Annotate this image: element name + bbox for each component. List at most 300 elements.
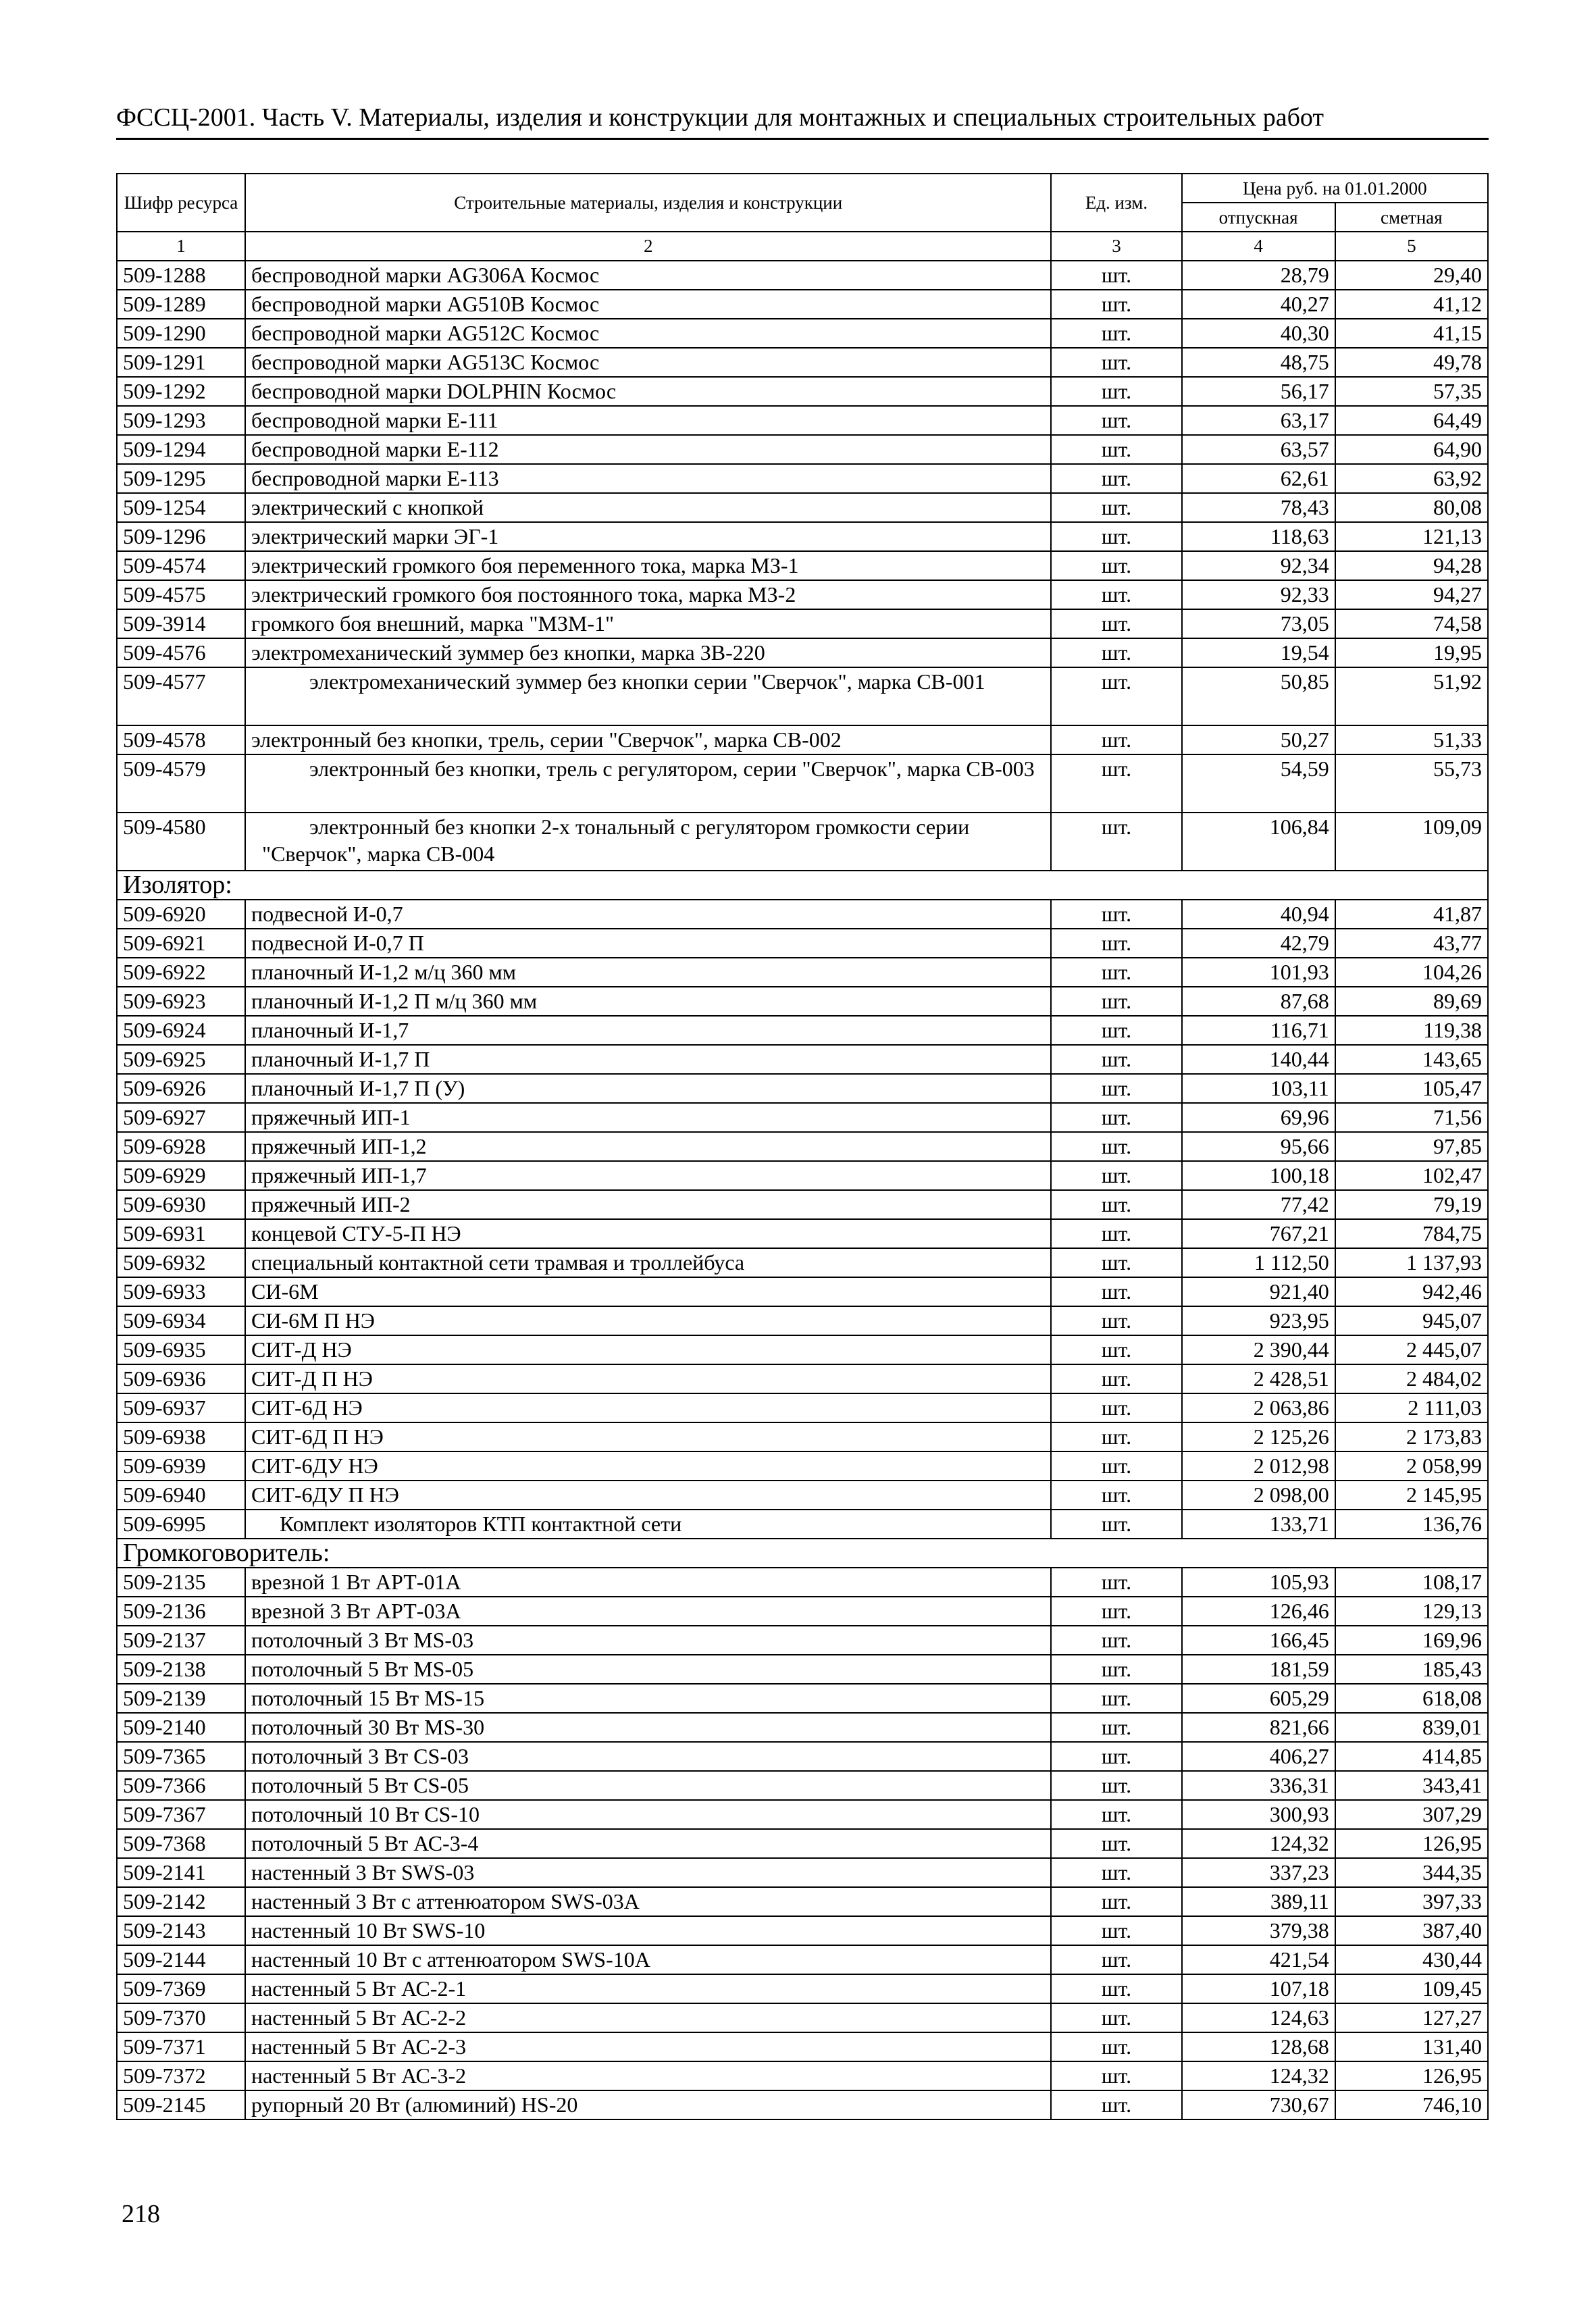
price-release: 105,93 [1182, 1568, 1335, 1597]
material-name: специальный контактной сети трамвая и троллейбуса [245, 1248, 1051, 1277]
unit-cell: шт. [1051, 1655, 1181, 1684]
price-estimate: 131,40 [1335, 2032, 1488, 2061]
price-estimate: 109,45 [1335, 1974, 1488, 2003]
price-release: 106,84 [1182, 813, 1335, 871]
resource-code: 509-1289 [117, 290, 245, 319]
price-release: 40,27 [1182, 290, 1335, 319]
resource-code: 509-6938 [117, 1422, 245, 1451]
unit-cell: шт. [1051, 493, 1181, 522]
price-estimate: 126,95 [1335, 1829, 1488, 1858]
price-estimate: 121,13 [1335, 522, 1488, 551]
resource-code: 509-7372 [117, 2061, 245, 2090]
unit-cell: шт. [1051, 464, 1181, 493]
material-name: настенный 5 Вт АС-3-2 [245, 2061, 1051, 2090]
table-row [117, 1916, 1488, 1945]
resource-code: 509-4574 [117, 551, 245, 580]
material-name: врезной 1 Вт АРТ-01А [245, 1568, 1051, 1597]
table-row [117, 667, 1488, 725]
unit-cell: шт. [1051, 900, 1181, 929]
resource-code: 509-6939 [117, 1451, 245, 1481]
resource-code: 509-1288 [117, 261, 245, 290]
column-number: 2 [245, 232, 1051, 261]
resource-code: 509-1294 [117, 435, 245, 464]
unit-cell: шт. [1051, 609, 1181, 638]
table-row [117, 1568, 1488, 1597]
resource-code: 509-6933 [117, 1277, 245, 1306]
resource-code: 509-2138 [117, 1655, 245, 1684]
table-row [117, 1887, 1488, 1916]
material-name: настенный 10 Вт SWS-10 [245, 1916, 1051, 1945]
unit-cell: шт. [1051, 2032, 1181, 2061]
resource-code: 509-2136 [117, 1597, 245, 1626]
table-row [117, 609, 1488, 638]
table-row [117, 1190, 1488, 1219]
unit-cell: шт. [1051, 290, 1181, 319]
price-release: 78,43 [1182, 493, 1335, 522]
price-estimate: 29,40 [1335, 261, 1488, 290]
resource-code: 509-6932 [117, 1248, 245, 1277]
column-number: 4 [1182, 232, 1335, 261]
table-row [117, 493, 1488, 522]
table-row [117, 580, 1488, 609]
table-row [117, 1858, 1488, 1887]
unit-cell: шт. [1051, 813, 1181, 871]
material-name: электромеханический зуммер без кнопки, марка ЗВ-220 [245, 638, 1051, 667]
table-head [117, 174, 1488, 261]
unit-cell: шт. [1051, 1916, 1181, 1945]
price-release: 2 125,26 [1182, 1422, 1335, 1451]
price-estimate: 430,44 [1335, 1945, 1488, 1974]
table-row [117, 261, 1488, 290]
material-name: настенный 3 Вт SWS-03 [245, 1858, 1051, 1887]
price-estimate: 41,12 [1335, 290, 1488, 319]
table-row [117, 348, 1488, 377]
price-release: 379,38 [1182, 1916, 1335, 1945]
unit-cell: шт. [1051, 2003, 1181, 2032]
table-row [117, 1103, 1488, 1132]
material-name: СИТ-Д П НЭ [245, 1364, 1051, 1393]
table-row [117, 1393, 1488, 1422]
unit-cell: шт. [1051, 667, 1181, 725]
table-row [117, 1422, 1488, 1451]
material-name: электронный без кнопки, трель с регулятором, серии "Сверчок", марка СВ-003 [245, 754, 1051, 813]
material-name: потолочный 3 Вт MS-03 [245, 1626, 1051, 1655]
table-row [117, 1742, 1488, 1771]
table-row [117, 2061, 1488, 2090]
unit-cell: шт. [1051, 1945, 1181, 1974]
price-release: 40,30 [1182, 319, 1335, 348]
material-name: настенный 5 Вт АС-2-2 [245, 2003, 1051, 2032]
material-name: электрический громкого боя постоянного тока, марка МЗ-2 [245, 580, 1051, 609]
unit-cell: шт. [1051, 1568, 1181, 1597]
price-release: 107,18 [1182, 1974, 1335, 2003]
resource-code: 509-7368 [117, 1829, 245, 1858]
price-estimate: 79,19 [1335, 1190, 1488, 1219]
unit-cell: шт. [1051, 958, 1181, 987]
table-row [117, 406, 1488, 435]
material-name: электромеханический зуммер без кнопки серии "Сверчок", марка СВ-001 [245, 667, 1051, 725]
price-release: 126,46 [1182, 1597, 1335, 1626]
unit-cell: шт. [1051, 929, 1181, 958]
price-release: 42,79 [1182, 929, 1335, 958]
unit-cell: шт. [1051, 522, 1181, 551]
price-release: 63,17 [1182, 406, 1335, 435]
resource-code: 509-3914 [117, 609, 245, 638]
price-estimate: 2 445,07 [1335, 1335, 1488, 1364]
table-row [117, 1684, 1488, 1713]
price-estimate: 64,90 [1335, 435, 1488, 464]
material-name: электрический марки ЭГ-1 [245, 522, 1051, 551]
material-name: потолочный 5 Вт MS-05 [245, 1655, 1051, 1684]
unit-cell: шт. [1051, 1364, 1181, 1393]
table-row [117, 1481, 1488, 1510]
price-estimate: 57,35 [1335, 377, 1488, 406]
table-row [117, 1306, 1488, 1335]
price-release: 95,66 [1182, 1132, 1335, 1161]
resource-code: 509-2144 [117, 1945, 245, 1974]
material-name: потолочный 5 Вт CS-05 [245, 1771, 1051, 1800]
price-release: 92,33 [1182, 580, 1335, 609]
material-name: настенный 5 Вт АС-2-1 [245, 1974, 1051, 2003]
table-row [117, 929, 1488, 958]
price-release: 19,54 [1182, 638, 1335, 667]
price-table [116, 173, 1489, 2120]
resource-code: 509-7371 [117, 2032, 245, 2061]
price-release: 103,11 [1182, 1074, 1335, 1103]
price-estimate: 109,09 [1335, 813, 1488, 871]
price-estimate: 618,08 [1335, 1684, 1488, 1713]
material-name: концевой СТУ-5-П НЭ [245, 1219, 1051, 1248]
table-row [117, 725, 1488, 754]
material-name: СИТ-Д НЭ [245, 1335, 1051, 1364]
price-estimate: 307,29 [1335, 1800, 1488, 1829]
price-estimate: 136,76 [1335, 1510, 1488, 1539]
table-row [117, 2003, 1488, 2032]
price-release: 124,32 [1182, 2061, 1335, 2090]
price-release: 56,17 [1182, 377, 1335, 406]
material-name: СИТ-6Д П НЭ [245, 1422, 1051, 1451]
unit-cell: шт. [1051, 2061, 1181, 2090]
price-release: 77,42 [1182, 1190, 1335, 1219]
resource-code: 509-1296 [117, 522, 245, 551]
resource-code: 509-7369 [117, 1974, 245, 2003]
unit-cell: шт. [1051, 1481, 1181, 1510]
price-estimate: 43,77 [1335, 929, 1488, 958]
header-price: Цена руб. на 01.01.2000 [1182, 174, 1489, 203]
table-row [117, 754, 1488, 813]
resource-code: 509-6920 [117, 900, 245, 929]
price-estimate: 51,92 [1335, 667, 1488, 725]
unit-cell: шт. [1051, 1306, 1181, 1335]
unit-cell: шт. [1051, 754, 1181, 813]
resource-code: 509-4578 [117, 725, 245, 754]
price-estimate: 63,92 [1335, 464, 1488, 493]
unit-cell: шт. [1051, 1219, 1181, 1248]
table-row [117, 1771, 1488, 1800]
table-row [117, 813, 1488, 871]
price-release: 605,29 [1182, 1684, 1335, 1713]
resource-code: 509-4580 [117, 813, 245, 871]
material-name: планочный И-1,7 П [245, 1045, 1051, 1074]
table-row [117, 2090, 1488, 2119]
resource-code: 509-4577 [117, 667, 245, 725]
resource-code: 509-2140 [117, 1713, 245, 1742]
unit-cell: шт. [1051, 1829, 1181, 1858]
unit-cell: шт. [1051, 1248, 1181, 1277]
price-estimate: 97,85 [1335, 1132, 1488, 1161]
resource-code: 509-6935 [117, 1335, 245, 1364]
resource-code: 509-6934 [117, 1306, 245, 1335]
price-estimate: 41,15 [1335, 319, 1488, 348]
resource-code: 509-2143 [117, 1916, 245, 1945]
price-estimate: 105,47 [1335, 1074, 1488, 1103]
section-row [117, 1539, 1488, 1568]
material-name: электронный без кнопки, трель, серии "Сверчок", марка СВ-002 [245, 725, 1051, 754]
material-name: потолочный 3 Вт CS-03 [245, 1742, 1051, 1771]
header-code: Шифр ресурса [117, 174, 245, 232]
material-name: электронный без кнопки 2-х тональный с регулятором громкости серии "Сверчок", марка СВ-004 [245, 813, 1051, 871]
price-estimate: 169,96 [1335, 1626, 1488, 1655]
resource-code: 509-6936 [117, 1364, 245, 1393]
resource-code: 509-4575 [117, 580, 245, 609]
material-name: потолочный 30 Вт MS-30 [245, 1713, 1051, 1742]
material-name: настенный 5 Вт АС-2-3 [245, 2032, 1051, 2061]
unit-cell: шт. [1051, 377, 1181, 406]
resource-code: 509-6924 [117, 1016, 245, 1045]
price-release: 2 428,51 [1182, 1364, 1335, 1393]
price-release: 40,94 [1182, 900, 1335, 929]
table-row [117, 1597, 1488, 1626]
header-unit: Ед. изм. [1051, 174, 1181, 232]
price-release: 300,93 [1182, 1800, 1335, 1829]
resource-code: 509-1293 [117, 406, 245, 435]
price-estimate: 942,46 [1335, 1277, 1488, 1306]
material-name: рупорный 20 Вт (алюминий) HS-20 [245, 2090, 1051, 2119]
resource-code: 509-6928 [117, 1132, 245, 1161]
price-release: 336,31 [1182, 1771, 1335, 1800]
price-estimate: 2 058,99 [1335, 1451, 1488, 1481]
material-name: СИ-6М [245, 1277, 1051, 1306]
resource-code: 509-6931 [117, 1219, 245, 1248]
price-estimate: 102,47 [1335, 1161, 1488, 1190]
material-name: электрический с кнопкой [245, 493, 1051, 522]
price-release: 821,66 [1182, 1713, 1335, 1742]
price-release: 48,75 [1182, 348, 1335, 377]
price-release: 101,93 [1182, 958, 1335, 987]
unit-cell: шт. [1051, 1713, 1181, 1742]
unit-cell: шт. [1051, 580, 1181, 609]
table-row [117, 1074, 1488, 1103]
table-row [117, 464, 1488, 493]
table-row [117, 319, 1488, 348]
price-estimate: 2 484,02 [1335, 1364, 1488, 1393]
material-name: пряжечный ИП-1,2 [245, 1132, 1051, 1161]
table-body [117, 261, 1488, 2119]
material-name: беспроводной марки AG510B Космос [245, 290, 1051, 319]
resource-code: 509-2142 [117, 1887, 245, 1916]
material-name: Комплект изоляторов КТП контактной сети [245, 1510, 1051, 1539]
header-name: Строительные материалы, изделия и конструкции [245, 174, 1051, 232]
table-row [117, 1974, 1488, 2003]
price-estimate: 2 111,03 [1335, 1393, 1488, 1422]
table-row [117, 1277, 1488, 1306]
price-estimate: 414,85 [1335, 1742, 1488, 1771]
price-estimate: 344,35 [1335, 1858, 1488, 1887]
table-row [117, 1364, 1488, 1393]
price-estimate: 1 137,93 [1335, 1248, 1488, 1277]
table-row [117, 435, 1488, 464]
unit-cell: шт. [1051, 1626, 1181, 1655]
resource-code: 509-6923 [117, 987, 245, 1016]
material-name: планочный И-1,2 м/ц 360 мм [245, 958, 1051, 987]
price-release: 2 390,44 [1182, 1335, 1335, 1364]
resource-code: 509-6927 [117, 1103, 245, 1132]
unit-cell: шт. [1051, 1103, 1181, 1132]
page-number: 218 [122, 2200, 160, 2228]
unit-cell: шт. [1051, 1800, 1181, 1829]
table-row [117, 987, 1488, 1016]
resource-code: 509-2139 [117, 1684, 245, 1713]
price-estimate: 126,95 [1335, 2061, 1488, 2090]
table-row [117, 1248, 1488, 1277]
unit-cell: шт. [1051, 1974, 1181, 2003]
material-name: беспроводной марки Е-111 [245, 406, 1051, 435]
unit-cell: шт. [1051, 1451, 1181, 1481]
price-estimate: 2 173,83 [1335, 1422, 1488, 1451]
unit-cell: шт. [1051, 1074, 1181, 1103]
material-name: планочный И-1,7 [245, 1016, 1051, 1045]
material-name: беспроводной марки AG512C Космос [245, 319, 1051, 348]
price-release: 62,61 [1182, 464, 1335, 493]
price-release: 921,40 [1182, 1277, 1335, 1306]
table-row [117, 1655, 1488, 1684]
table-row [117, 1161, 1488, 1190]
price-release: 92,34 [1182, 551, 1335, 580]
material-name: потолочный 15 Вт MS-15 [245, 1684, 1051, 1713]
material-name: беспроводной марки Е-113 [245, 464, 1051, 493]
price-estimate: 49,78 [1335, 348, 1488, 377]
material-name: настенный 10 Вт с аттенюатором SWS-10A [245, 1945, 1051, 1974]
price-estimate: 839,01 [1335, 1713, 1488, 1742]
price-release: 133,71 [1182, 1510, 1335, 1539]
price-release: 337,23 [1182, 1858, 1335, 1887]
price-release: 2 098,00 [1182, 1481, 1335, 1510]
unit-cell: шт. [1051, 1190, 1181, 1219]
price-release: 730,67 [1182, 2090, 1335, 2119]
material-name: потолочный 10 Вт CS-10 [245, 1800, 1051, 1829]
material-name: пряжечный ИП-1 [245, 1103, 1051, 1132]
section-title: Громкоговоритель: [117, 1539, 1488, 1568]
price-release: 50,85 [1182, 667, 1335, 725]
price-estimate: 94,27 [1335, 580, 1488, 609]
table-row [117, 1335, 1488, 1364]
unit-cell: шт. [1051, 1335, 1181, 1364]
material-name: СИ-6М П НЭ [245, 1306, 1051, 1335]
unit-cell: шт. [1051, 435, 1181, 464]
resource-code: 509-2145 [117, 2090, 245, 2119]
unit-cell: шт. [1051, 1161, 1181, 1190]
table-row [117, 1829, 1488, 1858]
unit-cell: шт. [1051, 1422, 1181, 1451]
table-row [117, 1626, 1488, 1655]
material-name: СИТ-6ДУ НЭ [245, 1451, 1051, 1481]
price-estimate: 143,65 [1335, 1045, 1488, 1074]
price-release: 923,95 [1182, 1306, 1335, 1335]
resource-code: 509-1291 [117, 348, 245, 377]
table-row [117, 522, 1488, 551]
price-estimate: 2 145,95 [1335, 1481, 1488, 1510]
material-name: настенный 3 Вт с аттенюатором SWS-03A [245, 1887, 1051, 1916]
unit-cell: шт. [1051, 725, 1181, 754]
price-estimate: 104,26 [1335, 958, 1488, 987]
material-name: потолочный 5 Вт АС-3-4 [245, 1829, 1051, 1858]
price-release: 87,68 [1182, 987, 1335, 1016]
unit-cell: шт. [1051, 551, 1181, 580]
price-release: 140,44 [1182, 1045, 1335, 1074]
unit-cell: шт. [1051, 1684, 1181, 1713]
table-row [117, 1132, 1488, 1161]
material-name: подвесной И-0,7 [245, 900, 1051, 929]
price-release: 406,27 [1182, 1742, 1335, 1771]
material-name: громкого боя внешний, марка "МЗМ-1" [245, 609, 1051, 638]
unit-cell: шт. [1051, 1742, 1181, 1771]
section-title: Изолятор: [117, 871, 1488, 900]
column-number: 3 [1051, 232, 1181, 261]
unit-cell: шт. [1051, 1771, 1181, 1800]
material-name: врезной 3 Вт АРТ-03А [245, 1597, 1051, 1626]
column-number: 1 [117, 232, 245, 261]
unit-cell: шт. [1051, 638, 1181, 667]
resource-code: 509-7365 [117, 1742, 245, 1771]
price-estimate: 746,10 [1335, 2090, 1488, 2119]
price-estimate: 387,40 [1335, 1916, 1488, 1945]
resource-code: 509-6929 [117, 1161, 245, 1190]
resource-code: 509-4579 [117, 754, 245, 813]
resource-code: 509-6921 [117, 929, 245, 958]
price-estimate: 41,87 [1335, 900, 1488, 929]
resource-code: 509-6940 [117, 1481, 245, 1510]
price-estimate: 89,69 [1335, 987, 1488, 1016]
table-row [117, 1219, 1488, 1248]
column-number: 5 [1335, 232, 1488, 261]
unit-cell: шт. [1051, 1510, 1181, 1539]
material-name: СИТ-6Д НЭ [245, 1393, 1051, 1422]
page-header: ФССЦ-2001. Часть V. Материалы, изделия и конструкции для монтажных и специальных строительных работ [116, 101, 1489, 140]
material-name: беспроводной марки AG513C Космос [245, 348, 1051, 377]
price-estimate: 71,56 [1335, 1103, 1488, 1132]
material-name: электрический громкого боя переменного тока, марка МЗ-1 [245, 551, 1051, 580]
price-release: 118,63 [1182, 522, 1335, 551]
price-release: 69,96 [1182, 1103, 1335, 1132]
resource-code: 509-7366 [117, 1771, 245, 1800]
price-estimate: 74,58 [1335, 609, 1488, 638]
price-release: 28,79 [1182, 261, 1335, 290]
price-estimate: 51,33 [1335, 725, 1488, 754]
price-estimate: 129,13 [1335, 1597, 1488, 1626]
price-release: 389,11 [1182, 1887, 1335, 1916]
price-release: 2 012,98 [1182, 1451, 1335, 1481]
price-release: 166,45 [1182, 1626, 1335, 1655]
price-release: 181,59 [1182, 1655, 1335, 1684]
price-estimate: 945,07 [1335, 1306, 1488, 1335]
price-release: 128,68 [1182, 2032, 1335, 2061]
table-row [117, 958, 1488, 987]
resource-code: 509-2141 [117, 1858, 245, 1887]
unit-cell: шт. [1051, 1132, 1181, 1161]
header-price-estimate: сметная [1335, 203, 1488, 232]
price-estimate: 185,43 [1335, 1655, 1488, 1684]
price-estimate: 784,75 [1335, 1219, 1488, 1248]
